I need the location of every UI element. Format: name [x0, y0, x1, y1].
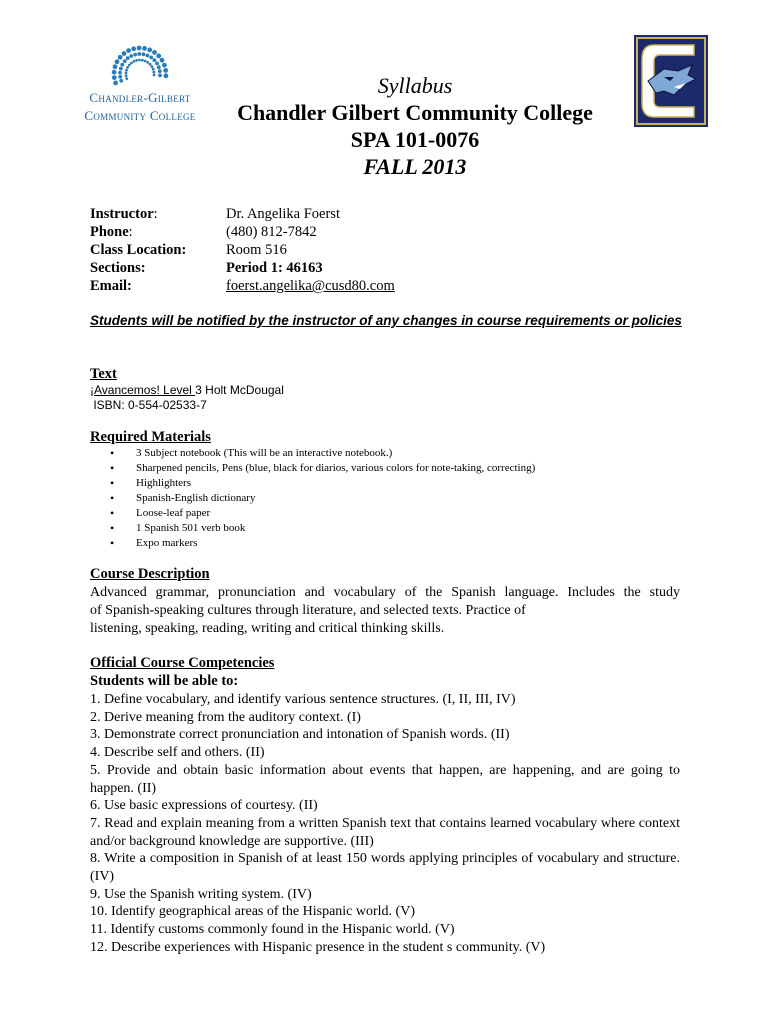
logo-ray-dot: [162, 63, 167, 68]
textbook-isbn: ISBN: 0-554-02533-7: [90, 398, 207, 412]
logo-ray-dot: [133, 60, 136, 63]
logo-ray-dot: [153, 74, 156, 77]
list-item: • Expo markers: [110, 536, 535, 551]
title-term: FALL 2013: [363, 154, 467, 179]
logo-ray-dot: [118, 75, 122, 79]
phone-colon: :: [128, 224, 133, 240]
logo-ray-dot: [131, 46, 136, 51]
title-college: Chandler Gilbert Community College: [237, 100, 593, 125]
logo-line-1: Chandler-Gilbert: [89, 90, 191, 105]
mascot-logo: [634, 35, 708, 127]
college-logo: [60, 44, 220, 128]
info-row-instructor: [90, 205, 395, 223]
logo-ray-dot: [126, 48, 131, 53]
logo-ray-dot: [142, 52, 146, 56]
info-row-sections: [90, 259, 395, 277]
competencies-list: [90, 691, 680, 957]
logo-ray-dot: [157, 65, 161, 69]
list-item: 4. Describe self and others. (II): [90, 745, 265, 761]
info-row-phone: [90, 223, 395, 241]
logo-ray-dot: [142, 46, 147, 51]
phone-value: (480) 812-7842: [226, 224, 317, 240]
logo-ray-dot: [130, 62, 133, 65]
logo-ray-dot: [125, 75, 128, 78]
sections-value: Period 1: 46163: [226, 260, 323, 276]
logo-ray-dot: [152, 50, 157, 55]
sections-label: Sections:: [90, 260, 146, 276]
logo-ray-dot: [149, 63, 152, 66]
list-item: • Sharpened pencils, Pens (blue, black for diarios, various colors for note-taking, correcting): [110, 461, 535, 476]
list-item: • Highlighters: [110, 476, 535, 491]
description-heading: Course Description: [90, 566, 210, 582]
logo-ray-dot: [138, 59, 141, 62]
logo-ray-dot: [122, 51, 127, 56]
logo-ray-dot: [135, 59, 138, 62]
list-item: • 3 Subject notebook (This will be an interactive notebook.): [110, 446, 535, 461]
textbook-title: ¡Avancemos! Level: [90, 383, 196, 397]
logo-ray-dot: [118, 71, 122, 75]
logo-ray-dot: [125, 77, 128, 80]
title-course: SPA 101-0076: [350, 127, 480, 152]
logo-ray-dot: [158, 74, 162, 78]
logo-ray-dot: [115, 59, 120, 64]
logo-ray-dot: [126, 56, 130, 60]
list-item: 7. Read and explain meaning from a written Spanish text that contains learned vocabulary where context and/or background knowledge are supportive. (III): [90, 815, 680, 849]
logo-ray-dot: [137, 52, 141, 56]
logo-ray-dot: [164, 73, 169, 78]
logo-ray-dot: [149, 56, 153, 60]
college-logo-sunburst-icon: [60, 44, 220, 94]
logo-ray-dot: [125, 72, 128, 75]
materials-heading: Required Materials: [90, 429, 211, 445]
logo-ray-dot: [153, 71, 156, 74]
logo-ray-dot: [123, 59, 127, 63]
logo-ray-dot: [151, 65, 154, 68]
instructor-info: [90, 205, 395, 295]
list-item: 11. Identify customs commonly found in the Hispanic world. (V): [90, 922, 455, 938]
logo-ray-dot: [137, 46, 142, 51]
info-row-location: [90, 241, 395, 259]
logo-ray-dot: [156, 54, 161, 59]
instructor-value: Dr. Angelika Foerst: [226, 206, 340, 222]
logo-ray-dot: [133, 53, 137, 57]
logo-ray-dot: [129, 54, 133, 58]
list-item: 5. Provide and obtain basic information about events that happen, are happening, and are going to happen. (II): [90, 762, 680, 796]
page-title: [200, 72, 630, 180]
logo-ray-dot: [113, 64, 118, 69]
list-item: 8. Write a composition in Spanish of at least 150 words applying principles of vocabulary and structure. (IV): [90, 851, 680, 885]
list-item: • Loose-leaf paper: [110, 506, 535, 521]
logo-ray-dot: [112, 70, 117, 75]
logo-ray-dot: [152, 68, 155, 71]
logo-ray-dot: [113, 81, 118, 86]
list-item: 6. Use basic expressions of courtesy. (II): [90, 798, 318, 814]
description-line: listening, speaking, reading, writing and critical thinking skills.: [90, 621, 445, 636]
textbook-line: [90, 383, 284, 397]
list-item: 2. Derive meaning from the auditory context. (I): [90, 709, 361, 725]
logo-ray-dot: [146, 61, 149, 64]
logo-ray-dot: [147, 48, 152, 53]
logo-ray-dot: [155, 62, 159, 66]
location-label: Class Location:: [90, 242, 187, 258]
notice-text: Students will be notified by the instructor of any changes in course requirements or policies: [90, 313, 682, 328]
logo-ray-dot: [118, 55, 123, 60]
logo-ray-dot: [128, 64, 131, 67]
logo-ray-dot: [119, 67, 123, 71]
logo-ray-dot: [119, 79, 123, 83]
phone-label: Phone: [90, 224, 129, 240]
logo-ray-dot: [125, 69, 128, 72]
logo-ray-dot: [146, 54, 150, 58]
text-heading: Text: [90, 366, 117, 382]
list-item: 10. Identify geographical areas of the Hispanic world. (V): [90, 904, 415, 920]
logo-ray-dot: [141, 59, 144, 62]
list-item: 12. Describe experiences with Hispanic presence in the student s community. (V): [90, 939, 546, 955]
description-line: of Spanish-speaking cultures through literature, and selected texts. Practice of: [90, 603, 526, 618]
textbook-publisher: 3 Holt McDougal: [195, 383, 284, 397]
logo-ray-dot: [160, 58, 165, 63]
title-syllabus: Syllabus: [377, 73, 453, 98]
list-item: 9. Use the Spanish writing system. (IV): [90, 886, 312, 902]
list-item: • 1 Spanish 501 verb book: [110, 521, 535, 536]
competencies-heading: Official Course Competencies: [90, 655, 275, 671]
logo-ray-dot: [158, 69, 162, 73]
materials-list: [110, 446, 535, 551]
instructor-colon: :: [153, 206, 158, 222]
location-value: Room 516: [226, 242, 287, 258]
list-item: 1. Define vocabulary, and identify various sentence structures. (I, II, III, IV): [90, 692, 516, 707]
logo-ray-dot: [163, 68, 168, 73]
list-item: • Spanish-English dictionary: [110, 491, 535, 506]
logo-ray-dot: [153, 58, 157, 62]
info-row-email: [90, 277, 395, 295]
logo-ray-dot: [126, 66, 129, 69]
logo-line-2: Community College: [84, 108, 196, 123]
logo-ray-dot: [120, 63, 124, 67]
logo-ray-dot: [144, 60, 147, 63]
email-label: Email:: [90, 278, 132, 294]
list-item: 3. Demonstrate correct pronunciation and intonation of Spanish words. (II): [90, 727, 510, 743]
competencies-subheading: Students will be able to:: [90, 673, 239, 689]
instructor-label: Instructor: [90, 206, 154, 222]
logo-ray-dot: [112, 75, 117, 80]
email-link[interactable]: foerst.angelika@cusd80.com: [226, 278, 395, 294]
description-body: [90, 584, 680, 638]
coyote-c-logo-icon: [634, 35, 708, 127]
description-line: Advanced grammar, pronunciation and vocabulary of the Spanish language. Includes the study: [90, 585, 680, 600]
